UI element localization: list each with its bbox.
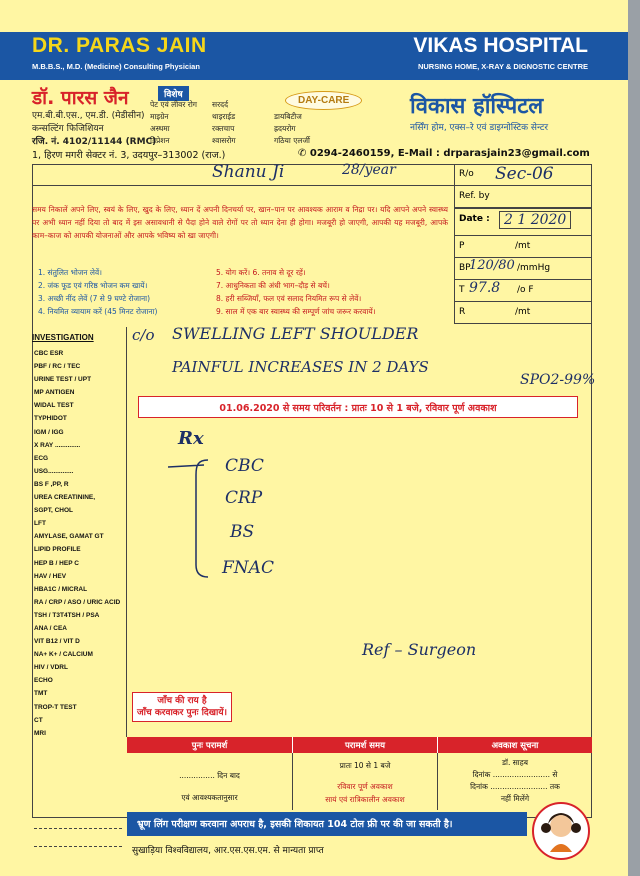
phone-icon: ✆ [298, 148, 310, 159]
degree-line: एम.बी.बी.एस., एम.डी. (मेडीसीन) [32, 111, 145, 121]
investigation-item: LFT [34, 520, 46, 528]
footer-recognition: सुखाड़िया विश्वविद्यालय, आर.एस.एस.एम. से मान्यता प्राप्त [132, 846, 324, 856]
doctor-name-hi: डॉ. पारस जैन [32, 87, 129, 109]
investigation-item: VIT B12 / VIT D [34, 638, 80, 646]
pcpndt-banner: भ्रूण लिंग परीक्षण करवाना अपराध है, इसकी शिकायत 104 टोल फ्री पर की जा सकती है। [127, 812, 527, 836]
leave-header: अवकाश सूचना [437, 737, 592, 753]
tip-item: 2. जंक फूड एवं गरिष्ठ भोजन कम खायें। [38, 281, 148, 290]
investigation-item: LIPID PROFILE [34, 546, 81, 554]
vitals-grid [454, 164, 592, 324]
patient-age: 28/year [342, 162, 396, 178]
patient-name-row [32, 164, 454, 186]
hospital-name-hi: विकास हॉस्पिटल [410, 94, 544, 119]
investigation-item: HIV / VDRL [34, 664, 68, 672]
hospital-subtitle-hi: नर्सिंग होम, एक्स–रे एवं डाइग्नोस्टिक सेन्टर [410, 123, 549, 133]
investigation-item: TSH / T3T4TSH / PSA [34, 611, 100, 619]
tip-item: 1. संतुलित भोजन लेवें। [38, 268, 102, 277]
temp-cell: T 97.8 /o F [454, 280, 592, 302]
health-advice-text: समय निकालें अपने लिए, स्वयं के लिए, खुद के लिए, ध्यान दें अपनी दिनचर्या पर, खान–पान पर आवश्यक आराम व निद्रा पर। यदि आपने अपने स्वास्थ्य पर अभी ध्यान नहीं दिया तो बाद में इस असावधानी से पैदा होने वाले रोगों पर तो ध्यान देना ही होगा। मजबूरी हो जाएगी, आपकी यह मजबूरी, आपके काम–काज को आपकी योजनाओं और आपके भविष्य को खा जाएगी। [32, 205, 448, 240]
complaint-line-2: PAINFUL INCREASES IN 2 DAYS [172, 358, 429, 376]
bp-cell: BP 120/80 /mmHg [454, 258, 592, 280]
signature-line [34, 846, 122, 847]
timing-notice: 01.06.2020 से समय परिवर्तन : प्रातः 10 से 1 बजे, रविवार पूर्ण अवकाश [138, 396, 578, 418]
investigation-list [34, 350, 126, 743]
specialty-item: थाइराईड [212, 112, 236, 121]
doctor-degrees-hi [32, 110, 156, 149]
tip-item: 3. अच्छी नींद लेवें (7 से 9 घण्टे रोजाना) [38, 294, 151, 303]
specialty-item: डिप्रेशन [150, 136, 170, 145]
refby-cell: Ref. by [454, 186, 592, 208]
specialty-item: सरदर्द [212, 100, 229, 109]
investigation-item: WIDAL TEST [34, 402, 74, 410]
investigation-item: TROP-T TEST [34, 703, 77, 711]
investigation-stamp: जाँच की राय है जाँच करवाकर पुनः दिखायें। [132, 692, 232, 722]
leave-cell: डॉ. साहब दिनांक ........................ से दिनांक ........................ तक नहीं मिलेंगे [437, 753, 592, 810]
daycare-badge: DAY-CARE [285, 91, 362, 110]
address: 1, हिरण मगरी सेक्टर नं. 3, उदयपुर–313002 (राज.) [32, 150, 226, 161]
investigation-item: UREA CREATININE, [34, 494, 96, 502]
consultation-table [127, 737, 592, 810]
ro-cell: R/o Sec-06 [454, 164, 592, 186]
header-bar [0, 32, 628, 80]
investigation-item: USG.............. [34, 467, 74, 475]
pulse-cell: P /mt [454, 236, 592, 258]
investigation-item: CT [34, 716, 43, 724]
investigation-item: IGM / IGG [34, 428, 64, 436]
tip-item: 8. हरी सब्जियाँ, फल एवं सलाद नियमित रूप से लेवें। [216, 294, 362, 303]
rx-test: FNAC [222, 558, 274, 578]
specialty-item: श्वासरोग [212, 136, 236, 145]
investigation-item: MP ANTIGEN [34, 389, 75, 397]
spo2-reading: SPO2-99% [520, 372, 596, 388]
role-line: कन्सल्टिंग फिजिशियन [32, 124, 104, 134]
registration-number: रजि. नं. 4102/11144 (RMC) [32, 137, 157, 147]
rx-test: CRP [225, 488, 263, 508]
specialty-item: ह्रदयरोग [274, 124, 296, 133]
investigation-item: HBA1C / MICRAL [34, 585, 88, 593]
specialty-heading: विशेष [158, 86, 189, 101]
specialty-item: डायबिटीज [274, 112, 302, 121]
investigation-item: MRI [34, 729, 46, 737]
referral-note: Ref – Surgeon [362, 640, 477, 659]
health-tips [38, 268, 448, 317]
investigation-item: NA+ K+ / CALCIUM [34, 651, 93, 659]
revisit-header: पुनः परामर्श [127, 737, 292, 753]
specialty-item: पेट एवं लीवर रोग [150, 100, 198, 109]
investigation-item: HAV / HEV [34, 572, 67, 580]
investigation-item: RA / CRP / ASO / URIC ACID [34, 598, 121, 606]
tip-item: 7. आधुनिकता की अंधी भाग–दौड़ से बचें। [216, 281, 330, 290]
contact-line: ✆ 0294-2460159, E-Mail : drparasjain23@gmail.com [298, 148, 590, 159]
investigation-item: X RAY .............. [34, 441, 81, 449]
investigation-heading: INVESTIGATION [32, 333, 94, 342]
specialty-item: माइग्रेन [150, 112, 169, 121]
bracket-mark [168, 455, 228, 585]
rx-test: CBC [225, 456, 264, 476]
rx-test: BS [230, 522, 255, 542]
investigation-item: HEP B / HEP C [34, 559, 79, 567]
timing-cell: प्रातः 10 से 1 बजे रविवार पूर्ण अवकाश सायं एवं रात्रिकालीन अवकाश [292, 753, 437, 810]
investigation-item: URINE TEST / UPT [34, 376, 92, 384]
investigation-item: CBC ESR [34, 350, 64, 357]
hospital-name-en: VIKAS HOSPITAL [413, 34, 588, 57]
investigation-item: AMYLASE, GAMAT GT [34, 533, 104, 541]
signature-line [34, 828, 122, 829]
resp-cell: R /mt [454, 302, 592, 324]
rx-symbol: Rx [178, 428, 204, 449]
tip-item: 9. साल में एक बार स्वास्थ्य की सम्पूर्ण जांच जरूर करवायें। [216, 307, 376, 316]
investigation-item: TMT [34, 690, 48, 698]
revisit-cell: ............... दिन बाद एवं आवश्यकतानुसार [179, 771, 240, 802]
investigation-item: PBF / RC / TEC [34, 363, 81, 371]
tip-item: 4. नियमित व्यायाम करें (45 मिनट रोजाना) [38, 307, 158, 316]
specialty-item: रक्तचाप [212, 124, 235, 133]
patient-name: Shanu Ji [212, 162, 285, 182]
column-divider [126, 327, 127, 737]
specialty-item: अस्थमा [150, 124, 170, 133]
specialty-item: गठिया एलर्जी [274, 136, 310, 145]
date-cell: Date : 2 1 2020 [454, 208, 592, 236]
investigation-item: ECG [34, 454, 49, 462]
investigation-item: ECHO [34, 677, 53, 685]
complaint-line-1: SWELLING LEFT SHOULDER [172, 324, 419, 343]
investigation-item: ANA / CEA [34, 624, 67, 632]
tip-item: 5. योग करें। 6. तनाव से दूर रहें। [216, 268, 306, 277]
doctor-name-en: DR. PARAS JAIN [32, 34, 207, 57]
investigation-item: TYPHIDOT [34, 415, 67, 423]
hospital-subtitle-en: NURSING HOME, X-RAY & DIGNOSTIC CENTRE [417, 62, 588, 71]
doctor-qualification-en: M.B.B.S., M.D. (Medicine) Consulting Physician [32, 62, 200, 71]
complaint-co: c/o [132, 326, 155, 344]
investigation-item: BS F ,PP, R [34, 480, 69, 488]
investigation-item: SGPT, CHOL [34, 507, 74, 515]
timing-header: परामर्श समय [292, 737, 437, 753]
girl-child-logo [532, 800, 590, 862]
